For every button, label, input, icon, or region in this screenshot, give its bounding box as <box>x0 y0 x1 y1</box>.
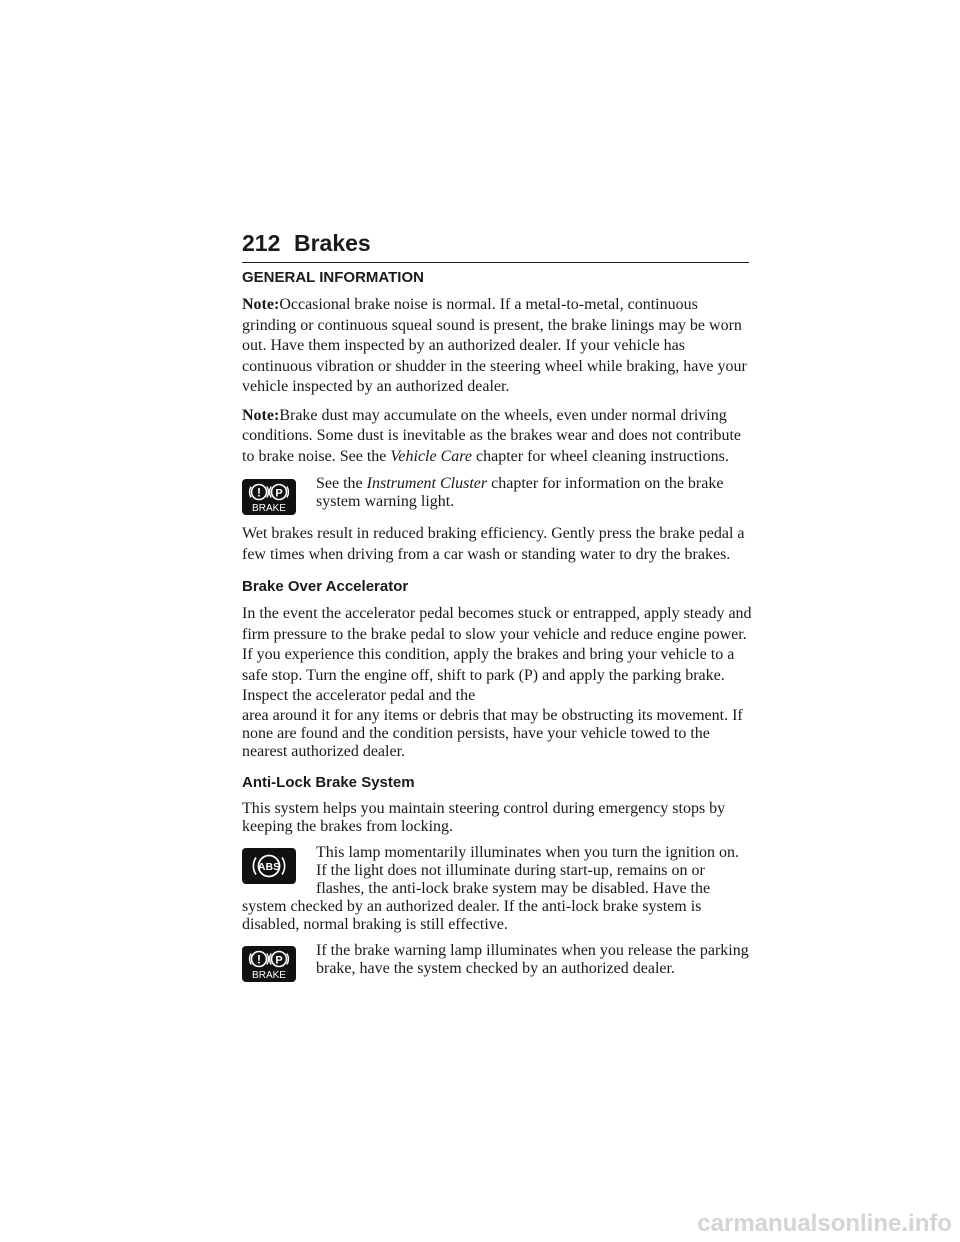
note-text: chapter for wheel cleaning instructions. <box>472 447 729 465</box>
abs-intro-paragraph: This system helps you maintain steering control during emergency stops by keeping the brakes from locking. <box>242 799 726 835</box>
page-number: 212 <box>242 230 281 256</box>
brake-lamp-text: If the brake warning lamp illuminates when you release the parking brake, have the system checked by an authorized dealer. <box>316 941 749 977</box>
brake-warning-icon <box>242 946 296 982</box>
abs-lamp-text: This lamp momentarily illuminates when you turn the ignition on. If the light does not illuminate during start-up, remains on or flashes, the anti-lock brake system may be disabled. Have the system checked by an authorized dealer. If the anti-lock brake system is disabled, normal braking is still effective. <box>242 843 740 933</box>
brake-lamp-paragraph <box>242 942 752 982</box>
note-brake-dust <box>242 406 752 468</box>
brake-over-accelerator-heading: Brake Over Accelerator <box>242 578 409 595</box>
note-text: Brake dust may accumulate on the wheels, even under normal driving conditions. Some dust is inevitable as the brakes wear and does not contribute to brake noise. See the <box>242 406 741 465</box>
abs-label: ABS <box>257 860 281 873</box>
note-text: Occasional brake noise is normal. If a metal-to-metal, continuous grinding or continuous squeal sound is present, the brake linings may be worn out. Have them inspected by an authorized dealer. If your vehicle has continuous vibration or shudder in the steering wheel while braking, have your vehicle inspected by an authorized dealer. <box>242 296 747 395</box>
brake-over-accelerator-text: In the event the accelerator pedal becomes stuck or entrapped, apply steady and firm pressure to the brake pedal to slow your vehicle and reduce engine power. If you experience this condition, apply the brakes and bring your vehicle to a safe stop. Turn the engine off, shift to park (P) and apply the parking brake. Inspect the accelerator pedal and the <box>242 605 752 704</box>
page-content <box>242 268 752 991</box>
exclamation-mark: ! <box>257 952 261 966</box>
brake-warning-icon <box>242 479 296 515</box>
icon-text: chapter for information on the brake system warning light. <box>316 475 724 510</box>
section-title: Brakes <box>294 230 371 256</box>
page-header <box>242 228 749 263</box>
brake-label: BRAKE <box>252 503 286 514</box>
general-information-heading: GENERAL INFORMATION <box>242 269 424 286</box>
abs-lamp-paragraph <box>242 844 752 934</box>
note-label: Note: <box>242 406 280 424</box>
wet-brakes-paragraph: Wet brakes result in reduced braking efficiency. Gently press the brake pedal a few times when driving from a car wash or standing water to dry the brakes. <box>242 525 745 563</box>
brake-warning-paragraph <box>242 475 752 515</box>
watermark: carmanualsonline.info <box>697 1210 952 1237</box>
vehicle-care-reference: Vehicle Care <box>390 447 473 465</box>
instrument-cluster-reference-text <box>316 475 752 511</box>
instrument-cluster-reference: Instrument Cluster <box>366 475 488 492</box>
park-letter: P <box>275 487 283 500</box>
park-letter: P <box>275 954 283 966</box>
note-label: Note: <box>242 296 280 313</box>
anti-lock-brake-system-heading: Anti-Lock Brake System <box>242 773 415 791</box>
brake-label: BRAKE <box>252 969 286 981</box>
abs-warning-icon <box>242 848 296 884</box>
brake-over-accelerator-text-continued: area around it for any items or debris that may be obstructing its movement. If none are found and the condition persists, have your vehicle towed to the nearest authorized dealer. <box>242 706 743 760</box>
note-brake-noise <box>242 295 752 398</box>
exclamation-mark: ! <box>257 485 261 500</box>
icon-text: See the <box>316 475 367 492</box>
